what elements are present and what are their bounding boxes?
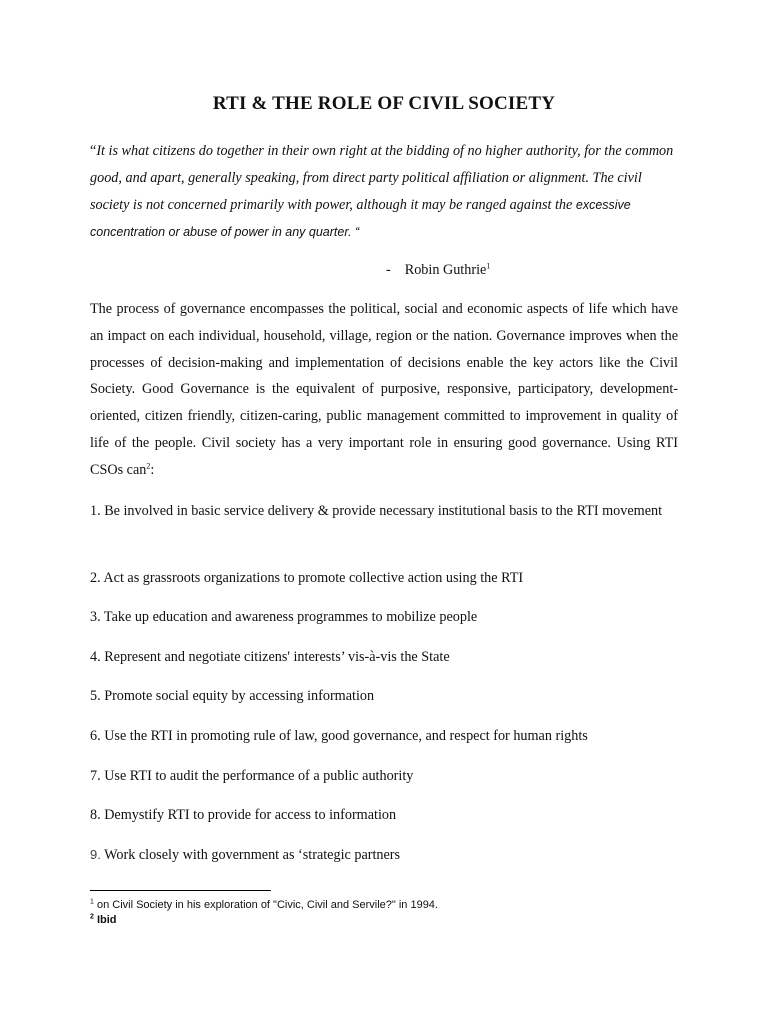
list-item-9-text: Work closely with government as ‘strategic partners bbox=[100, 847, 401, 863]
footnote-2-text: Ibid bbox=[93, 914, 117, 926]
list-item: 4. Represent and negotiate citizens' interests’ vis-à-vis the State bbox=[90, 649, 450, 665]
list-item: 7. Use RTI to audit the performance of a public authority bbox=[90, 768, 414, 784]
footnote-2-ref: 2 bbox=[90, 913, 94, 921]
list-item: 5. Promote social equity by accessing information bbox=[90, 688, 375, 704]
attribution-name: Robin Guthrie bbox=[404, 262, 487, 278]
list-item-9-number: 9. bbox=[90, 847, 101, 862]
epigraph-quote bbox=[90, 138, 680, 246]
quote-text: It is what citizens do together in their own right at the bidding of no higher authority, for the common good, and apart, generally speaking, from direct party political affiliation or alignment. The civil society is not concerned primarily with power, although it may be ranged against the bbox=[90, 143, 674, 213]
quote-attribution bbox=[386, 262, 490, 279]
list-item: 8. Demystify RTI to provide for access to information bbox=[90, 807, 397, 823]
list-item: 3. Take up education and awareness programmes to mobilize people bbox=[90, 609, 478, 625]
footnote-1 bbox=[90, 899, 438, 911]
quote-open-mark: “ bbox=[90, 143, 97, 159]
footnote-2 bbox=[90, 914, 117, 926]
quote-tail: excessive concentration or abuse of power in any quarter. bbox=[90, 198, 631, 239]
paragraph-suffix: : bbox=[150, 461, 155, 478]
footnote-divider bbox=[90, 890, 271, 891]
body-paragraph bbox=[90, 296, 678, 484]
quote-close-mark: “ bbox=[351, 225, 360, 239]
list-item: 2. Act as grassroots organizations to promote collective action using the RTI bbox=[90, 570, 524, 586]
footnote-ref-2[interactable]: 2 bbox=[146, 461, 151, 471]
footnote-1-text: on Civil Society in his exploration of "Civic, Civil and Servile?" in 1994. bbox=[93, 899, 438, 911]
footnote-1-ref: 1 bbox=[90, 898, 94, 906]
attribution-dash: - bbox=[386, 262, 391, 278]
list-item: 6. Use the RTI in promoting rule of law, good governance, and respect for human rights bbox=[90, 728, 588, 744]
page-title: RTI & THE ROLE OF CIVIL SOCIETY bbox=[212, 93, 556, 114]
list-item: 1. Be involved in basic service delivery & provide necessary institutional basis to the RTI movement bbox=[90, 503, 663, 519]
paragraph-text: The process of governance encompasses the political, social and economic aspects of life which have an impact on each individual, household, village, region or the nation. Governance improves when the processes of decision-making and implementation of decisions enable the key actors like the Civil Society. Good Governance is the equivalent of purposive, responsive, participatory, development-oriented, citizen friendly, citizen-caring, public management committed to improvement in quality of life of the people. Civil society has a very important role in ensuring good governance. Using RTI CSOs can bbox=[90, 301, 678, 478]
footnote-ref-1[interactable]: 1 bbox=[486, 261, 491, 271]
list-item-9 bbox=[90, 842, 678, 869]
